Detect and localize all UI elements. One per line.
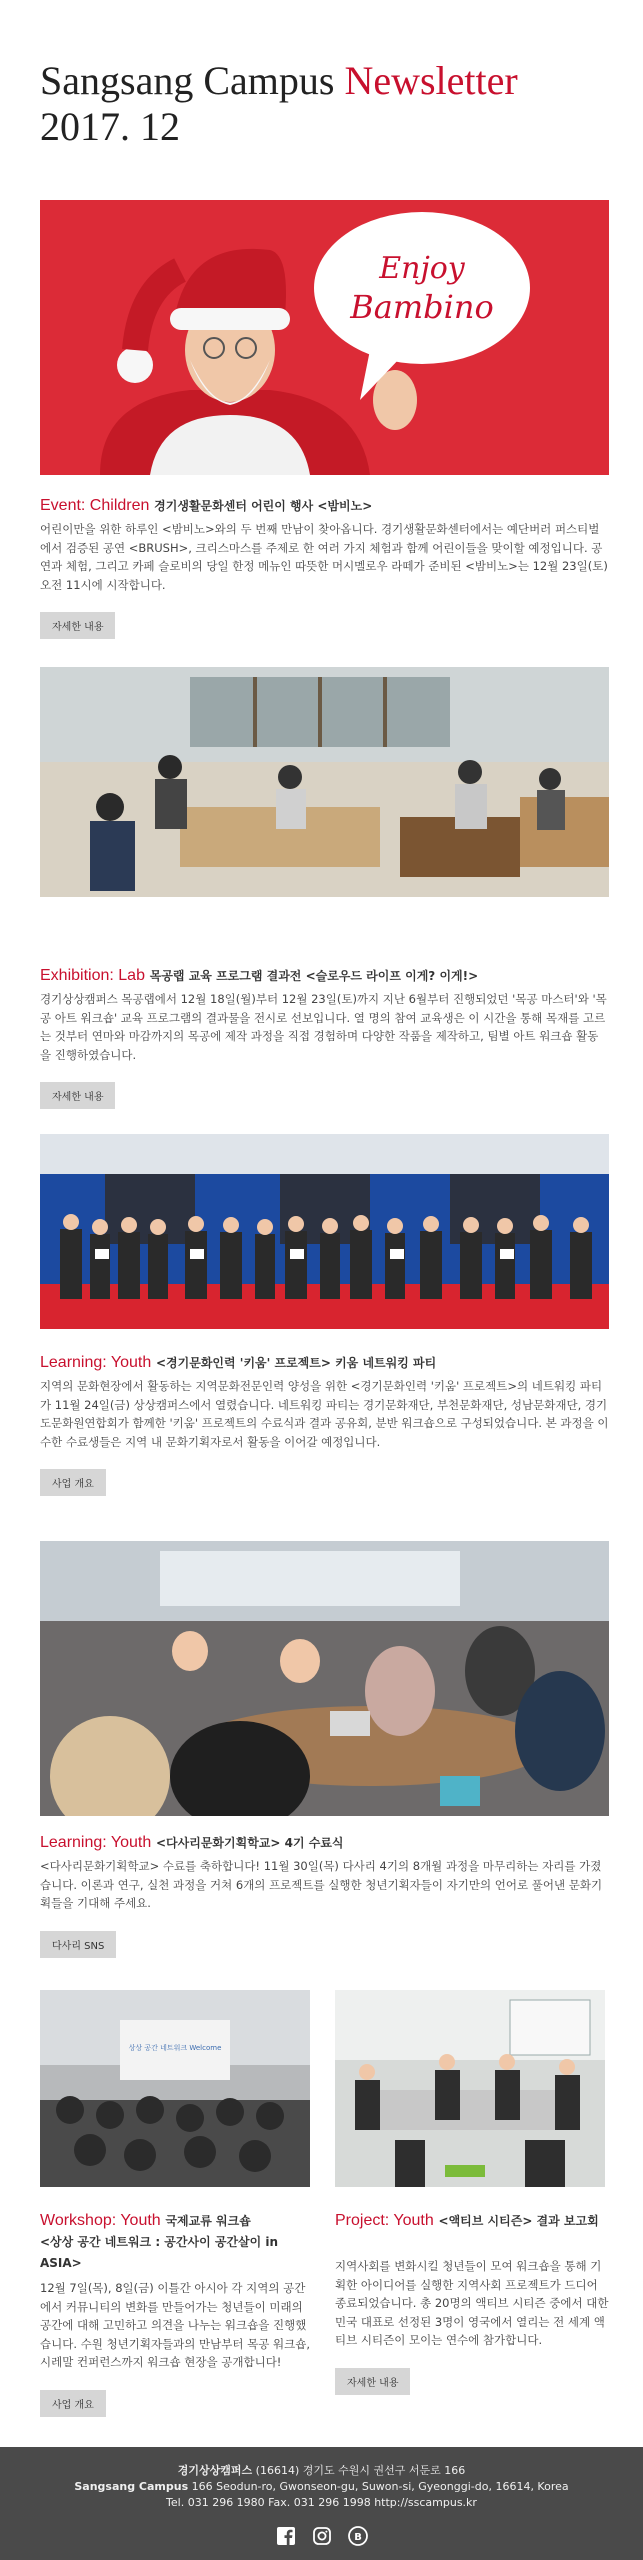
lab-photo[interactable] bbox=[40, 667, 609, 897]
section-learning-youth-kium bbox=[40, 1352, 609, 1496]
footer bbox=[0, 2447, 643, 2560]
dasari-sns-button[interactable]: 다사리 SNS bbox=[40, 1931, 116, 1958]
footer-address-kr: 경기상상캠퍼스 (16614) 경기도 수원시 권선구 서둔로 166 bbox=[177, 2464, 466, 2477]
section-body: 경기상상캠퍼스 목공랩에서 12월 18일(월)부터 12월 23일(토)까지 지난 6월부터 진행되었던 '목공 마스터'와 '목공 아트 워크숍' 교육 프로그램의 결과물을 전시로 선보입니다. 열 명의 참여 교육생은 이 시간을 통해 목재를 고르는 것부터 연마와 마감까지의 목공에 제작 과정을 직접 경험하며 다양한 작품을 제작하고, 팀별 아트 워크숍 활동을 진행하였습니다. bbox=[40, 992, 607, 1062]
section-subtitle-2: <상상 공간 네트워크 : 공간사이 공간살이 in ASIA> bbox=[40, 2235, 279, 2270]
facebook-icon[interactable] bbox=[275, 2525, 297, 2547]
section-body: 지역의 문화현장에서 활동하는 지역문화전문인력 양성을 위한 <경기문화인력 '키움' 프로젝트>의 네트워킹 파티가 11월 24일(금) 상상캠퍼스에서 열렸습니다. 네트워킹 파티는 경기문화재단, 부천문화재단, 성남문화재단, 경기도문화원연합회가 함께한 '키움' 프로젝트의 수료식과 결과 공유회, 분반 워크숍으로 구성되었습니다. 본 과정을 이수한 수료생들은 지역 내 문화기획자로서 활동을 이어갈 예정입니다. bbox=[40, 1379, 609, 1449]
section-body: 어린이만을 위한 하루인 <밤비노>와의 두 번째 만남이 찾아옵니다. 경기생활문화센터에서는 예단버러 퍼스티벌에서 검증된 공연 <BRUSH>, 크리스마스를 주제로 한 여러 가지 체험과 함께 어린이들을 맞이할 예정입니다. 공연과 체험, 그리고 카페 슬로비의 당일 한정 메뉴인 따뜻한 머시멜로우 라떼가 준비된 <밤비노>는 12월 23일(토) 오전 11시에 시작합니다. bbox=[40, 522, 608, 592]
section-subtitle: <경기문화인력 '키움' 프로젝트> 키움 네트워킹 파티 bbox=[156, 1356, 437, 1370]
footer-org-en: Sangsang Campus bbox=[74, 2480, 189, 2493]
networking-party-photo[interactable] bbox=[40, 1134, 609, 1329]
section-category: Event: Children bbox=[40, 497, 150, 514]
bubble-text-bambino: Bambino bbox=[350, 288, 494, 326]
section-body: 12월 7일(목), 8일(금) 이틀간 아시아 각 지역의 공간에서 커뮤니티의 변화를 만들어가는 청년들이 미래의 공간에 대해 고민하고 의견을 나누는 워크숍을 진행했습니다. 수원 청년기획자들과의 만남부터 목공 워크숍, 시레말 컨퍼런스까지 워크숍 현장을 공개합니다! bbox=[40, 2281, 310, 2369]
social-links bbox=[0, 2525, 643, 2547]
section-learning-youth-dasari bbox=[40, 1832, 609, 1958]
brand-name: Sangsang Campus bbox=[40, 58, 335, 103]
section-category: Learning: Youth bbox=[40, 1834, 152, 1851]
section-category: Project: Youth bbox=[335, 2212, 434, 2229]
section-exhibition-lab bbox=[40, 965, 609, 1109]
section-workshop-youth bbox=[40, 2210, 310, 2417]
newsletter-header bbox=[40, 58, 518, 150]
section-subtitle: <액티브 시티즌> 결과 보고회 bbox=[438, 2214, 599, 2228]
bubble-text-enjoy: Enjoy bbox=[379, 251, 465, 286]
section-event-children bbox=[40, 495, 609, 639]
newsletter-title bbox=[40, 58, 518, 104]
section-category: Learning: Youth bbox=[40, 1354, 152, 1371]
section-project-youth bbox=[335, 2210, 609, 2395]
section-subtitle: 국제교류 워크숍 bbox=[165, 2214, 251, 2228]
details-button[interactable]: 자세한 내용 bbox=[40, 612, 115, 639]
project-photo[interactable] bbox=[335, 1990, 605, 2187]
footer-org-kr: 경기상상캠퍼스 bbox=[177, 2464, 253, 2477]
section-subtitle: <다사리문화기획학교> 4기 수료식 bbox=[156, 1836, 344, 1850]
footer-address-en: Sangsang Campus 166 Seodun-ro, Gwonseon-gu, Suwon-si, Gyeonggi-do, 16614, Korea bbox=[74, 2480, 569, 2493]
section-category: Exhibition: Lab bbox=[40, 967, 145, 984]
section-body: <다사리문화기획학교> 수료를 축하합니다! 11월 30일(목) 다사리 4기의 8개월 과정을 마무리하는 자리를 가졌습니다. 이론과 연구, 실천 과정을 거쳐 6개의 프로젝트를 실행한 청년기획자들이 자기만의 언어로 풀어낸 문화기획들을 기대해 주세요. bbox=[40, 1859, 603, 1910]
overview-button[interactable]: 사업 개요 bbox=[40, 1469, 106, 1496]
section-body: 지역사회를 변화시킬 청년들이 모여 워크숍을 통해 기획한 아이디어를 실행한 지역사회 프로젝트가 드디어 종료되었습니다. 총 20명의 액티브 시티즌 중에서 대한민국 대표로 선정된 3명이 영국에서 열리는 전 세계 액티브 시티즌이 모이는 연수에 참가합니다. bbox=[335, 2259, 609, 2347]
section-subtitle: 목공랩 교육 프로그램 결과전 <슬로우드 라이프 이게? 이게!> bbox=[149, 969, 479, 983]
section-category: Workshop: Youth bbox=[40, 2212, 161, 2229]
issue-date: 2017. 12 bbox=[40, 104, 180, 149]
dasari-photo[interactable] bbox=[40, 1541, 609, 1816]
overview-button[interactable]: 사업 개요 bbox=[40, 2390, 106, 2417]
svg-text:B: B bbox=[353, 2532, 362, 2543]
details-button[interactable]: 자세한 내용 bbox=[40, 1082, 115, 1109]
workshop-photo[interactable] bbox=[40, 1990, 310, 2187]
instagram-icon[interactable] bbox=[311, 2525, 333, 2547]
footer-contact[interactable]: Tel. 031 296 1980 Fax. 031 296 1998 http://sscampus.kr bbox=[166, 2496, 477, 2509]
hero-image[interactable] bbox=[40, 200, 609, 475]
section-subtitle: 경기생활문화센터 어린이 행사 <밤비노> bbox=[154, 499, 373, 513]
details-button[interactable]: 자세한 내용 bbox=[335, 2368, 410, 2395]
blog-icon[interactable] bbox=[347, 2525, 369, 2547]
workshop-banner-text: 상상 공간 네트워크 Welcome bbox=[128, 2044, 222, 2052]
newsletter-label: Newsletter bbox=[344, 58, 518, 103]
